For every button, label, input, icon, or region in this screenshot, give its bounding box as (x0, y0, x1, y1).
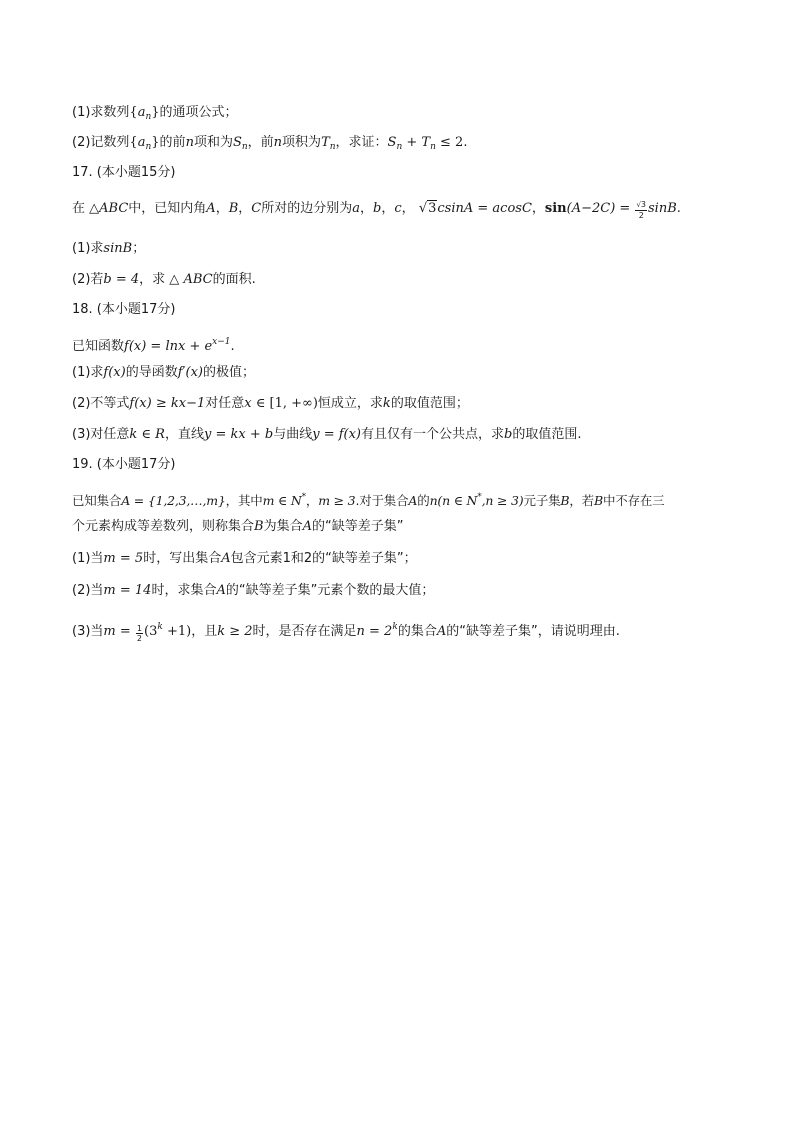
p17-stem: 在 △ABC中，已知内角A，B，C所对的边分别为a，b，c， √3csinA = acosC，sin(A−2C) = $\frac{√3}{2}$ sinB. (72, 200, 681, 220)
p18-question-1: (1)求f(x)的导函数f′(x)的极值； (72, 365, 255, 380)
p18-header: 18. (本小题17分) (72, 302, 176, 317)
p17-question-2: (2)若b = 4，求 △ ABC的面积. (72, 272, 256, 287)
fraction-sqrt3-over-2: $\frac{√3}{2}$ (636, 200, 647, 220)
p19-stem-line-1: 已知集合A = {1,2,3,…,m}，其中m ∈ N*，m ≥ 3.对于集合A的n(n ∈ N*,n ≥ 3)元子集B，若B中不存在三 (72, 492, 665, 508)
p19-stem-line-2: 个元素构成等差数列，则称集合B为集合A的“缺等差子集” (72, 519, 404, 534)
p19-question-3: (3)当m = $\frac{1}{2}$ $(3^k +1)$，且k ≥ 2时，是否存在满足$n = 2^k$的集合A的“缺等差子集”，请说明理由. (72, 622, 620, 643)
p16-question-2: (2)记数列$\{a_n\}$的前n项和为$S_n$，前n项积为$T_n$，求证：$S_n + T_n \le 2$. (72, 135, 468, 152)
p16-question-1: (1)求数列$\{a_n\}$的通项公式； (72, 105, 238, 122)
p17-header: 17. (本小题15分) (72, 165, 176, 180)
p19-question-2: (2)当m = 14时，求集合A的“缺等差子集”元素个数的最大值； (72, 583, 435, 598)
p18-question-2: (2)不等式f(x) ≥ kx−1对任意x ∈ [1, +∞)恒成立，求k的取值范围； (72, 396, 469, 411)
fraction-1-over-2: $\frac{1}{2}$ (136, 624, 142, 643)
p19-question-1: (1)当m = 5时，写出集合A包含元素1和2的“缺等差子集”； (72, 551, 417, 566)
p18-question-3: (3)对任意k ∈ R，直线y = kx + b与曲线y = f(x)有且仅有一个公共点，求b的取值范围. (72, 427, 582, 442)
p17-question-1: (1)求sinB； (72, 241, 146, 256)
p19-header: 19. (本小题17分) (72, 457, 176, 472)
p18-stem: 已知函数$f(x) = \ln x + e^{x-1}$. (72, 337, 235, 354)
sqrt-3: √3 (418, 201, 437, 216)
